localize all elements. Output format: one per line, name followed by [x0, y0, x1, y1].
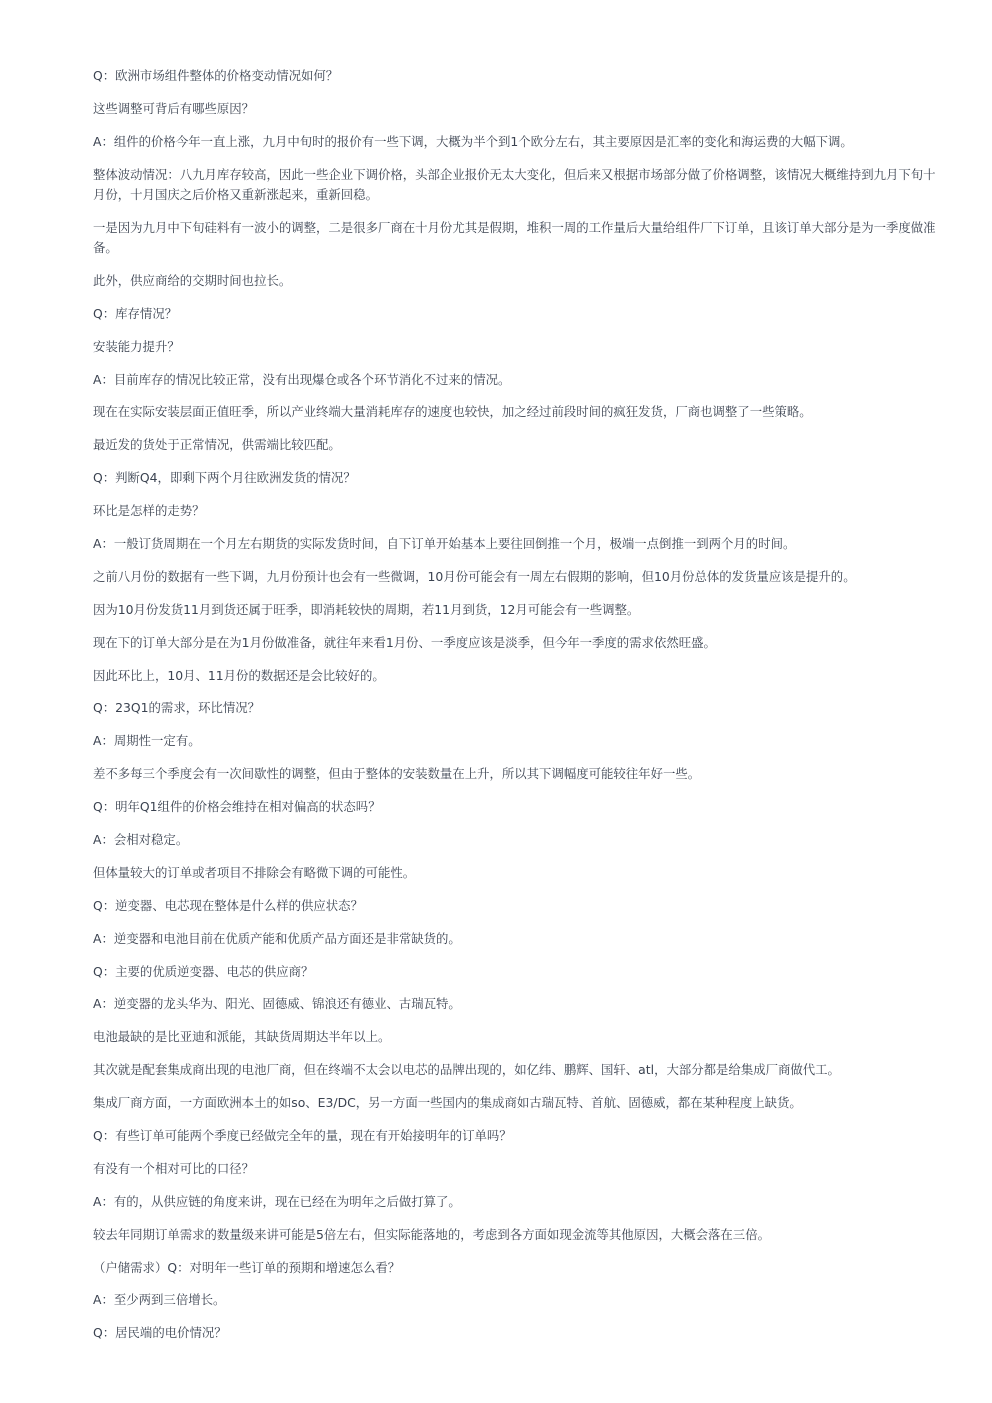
paragraph: Q：有些订单可能两个季度已经做完全年的量，现在有开始接明年的订单吗？ [93, 1128, 512, 1144]
paragraph: Q：明年Q1组件的价格会维持在相对偏高的状态吗？ [93, 799, 381, 815]
paragraph: Q：主要的优质逆变器、电芯的供应商？ [93, 963, 314, 979]
paragraph: Q：逆变器、电芯现在整体是什么样的供应状态？ [93, 897, 363, 913]
paragraph: Q：欧洲市场组件整体的价格变动情况如何？ [93, 68, 339, 83]
paragraph: （户储需求）Q：对明年一些订单的预期和增速怎么看？ [93, 1259, 401, 1275]
paragraph: A：周期性一定有。 [93, 733, 201, 749]
paragraph: A：有的，从供应链的角度来讲，现在已经在为明年之后做打算了。 [93, 1193, 461, 1209]
paragraph: Q：居民端的电价情况？ [93, 1325, 227, 1341]
paragraph: 这些调整可背后有哪些原因？ [93, 100, 255, 116]
paragraph: A：目前库存的情况比较正常，没有出现爆仓或各个环节消化不过来的情况。 [93, 371, 511, 387]
paragraph: Q：库存情况？ [93, 305, 178, 321]
paragraph: 有没有一个相对可比的口径？ [93, 1160, 255, 1176]
paragraph: 集成厂商方面，一方面欧洲本土的如so、E3/DC，另一方面一些国内的集成商如古瑞瓦特、首航、固德威，都在某种程度上缺货。 [93, 1095, 802, 1111]
paragraph: A：会相对稳定。 [93, 832, 189, 847]
paragraph: Q：判断Q4，即剩下两个月往欧洲发货的情况？ [93, 470, 356, 486]
paragraph: 因为10月份发货11月到货还属于旺季，即消耗较快的周期，若11月到货，12月可能会有一些调整。 [93, 601, 640, 617]
paragraph: 但体量较大的订单或者项目不排除会有略微下调的可能性。 [93, 864, 416, 880]
paragraph: 现在在实际安装层面正值旺季，所以产业终端大量消耗库存的速度也较快，加之经过前段时间的疯狂发货，厂商也调整了一些策略。 [93, 404, 812, 420]
paragraph: 整体波动情况：八九月库存较高，因此一些企业下调价格，头部企业报价无太大变化，但后来又根据市场部分做了价格调整，该情况大概维持到九月下旬十月份，十月国庆之后价格又重新涨起来，重新回稳。 [93, 166, 936, 202]
paragraph: A：一般订货周期在一个月左右期货的实际发货时间，自下订单开始基本上要往回倒推一个月，极端一点倒推一到两个月的时间。 [93, 535, 796, 551]
paragraph: 因此环比上，10月、11月份的数据还是会比较好的。 [93, 667, 385, 683]
paragraph: 最近发的货处于正常情况，供需端比较匹配。 [93, 437, 341, 453]
paragraph: 差不多每三个季度会有一次间歇性的调整，但由于整体的安装数量在上升，所以其下调幅度可能较往年好一些。 [93, 766, 701, 782]
paragraph: 环比是怎样的走势？ [93, 503, 205, 519]
paragraph: 较去年同期订单需求的数量级来讲可能是5倍左右，但实际能落地的，考虑到各方面如现金流等其他原因，大概会落在三倍。 [93, 1226, 770, 1242]
paragraph: 电池最缺的是比亚迪和派能，其缺货周期达半年以上。 [93, 1029, 391, 1045]
paragraph: 此外，供应商给的交期时间也拉长。 [93, 272, 292, 288]
paragraph: Q：23Q1的需求，环比情况？ [93, 700, 261, 716]
paragraph: A：至少两到三倍增长。 [93, 1292, 226, 1308]
paragraph: 其次就是配套集成商出现的电池厂商，但在终端不太会以电芯的品牌出现的，如亿纬、鹏辉、国轩、atl，大部分都是给集成厂商做代工。 [93, 1062, 840, 1078]
paragraph: A：逆变器和电池目前在优质产能和优质产品方面还是非常缺货的。 [93, 930, 461, 946]
paragraph: 现在下的订单大部分是在为1月份做准备，就往年来看1月份、一季度应该是淡季，但今年一季度的需求依然旺盛。 [93, 634, 716, 650]
paragraph: A：组件的价格今年一直上涨，九月中旬时的报价有一些下调，大概为半个到1个欧分左右，其主要原因是汇率的变化和海运费的大幅下调。 [93, 133, 853, 149]
paragraph: 一是因为九月中下旬硅料有一波小的调整，二是很多厂商在十月份尤其是假期，堆积一周的工作量后大量给组件厂下订单，且该订单大部分是为一季度做准备。 [93, 219, 936, 255]
document-body [93, 66, 945, 1356]
paragraph: 之前八月份的数据有一些下调，九月份预计也会有一些微调，10月份可能会有一周左右假期的影响，但10月份总体的发货量应该是提升的。 [93, 568, 856, 584]
paragraph: 安装能力提升？ [93, 338, 180, 354]
paragraph: A：逆变器的龙头华为、阳光、固德威、锦浪还有德业、古瑞瓦特。 [93, 996, 461, 1012]
